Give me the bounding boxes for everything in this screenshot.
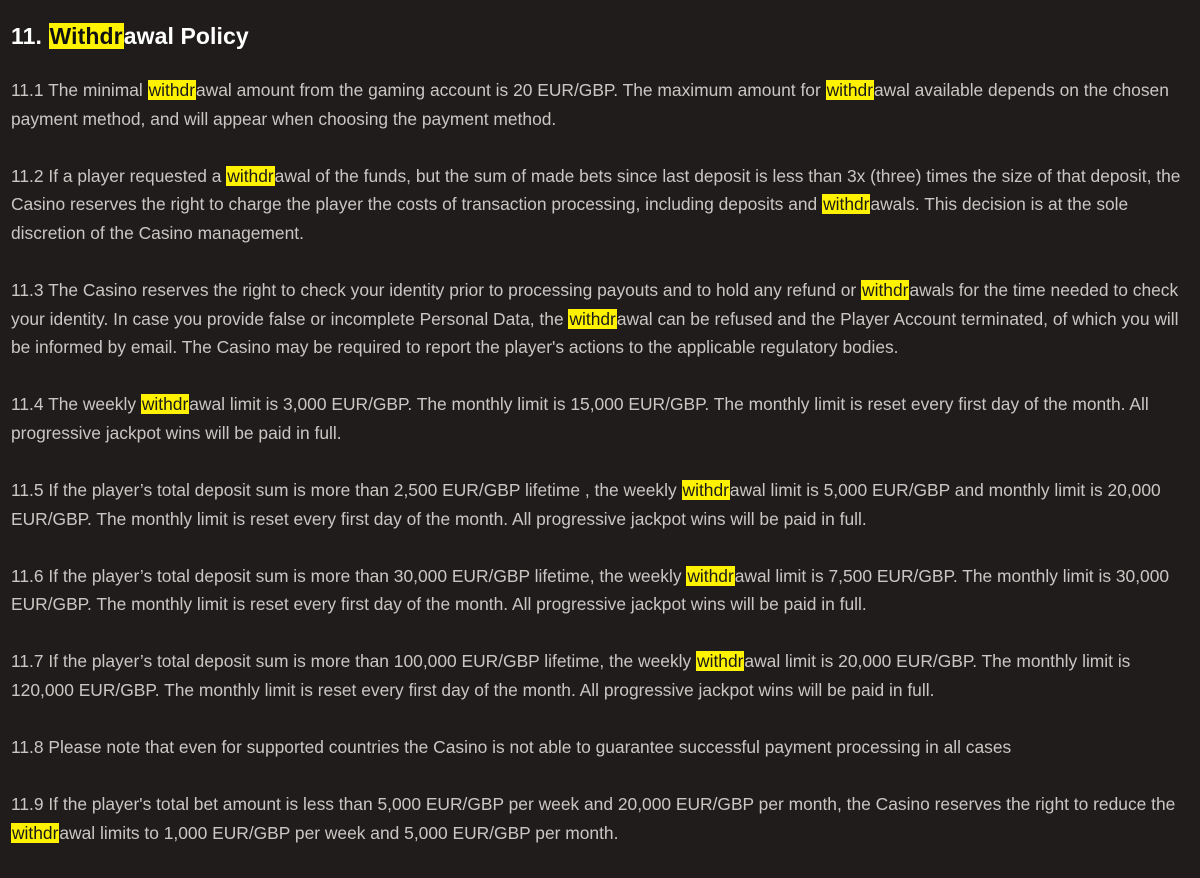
clause-11-8 <box>11 733 1186 762</box>
clause-text: 11.6 If the player’s total deposit sum is more than 30,000 EUR/GBP lifetime, the weekly <box>11 565 687 586</box>
clause-text: 11.1 The minimal <box>11 80 148 100</box>
clause-11-3 <box>11 276 1186 362</box>
clause-text: 11.2 If a player requested a <box>11 165 227 186</box>
clause-text: awal limit is 20,000 EUR/GBP. The monthly limit is 120,000 EUR/GBP. The monthly limit is reset every first day of the month. All progressive jackpot wins will be paid in full. <box>11 651 1131 700</box>
clause-text: awal can be refused and the Player Account terminated, of which you will be informed by email. The Casino may be required to report the player's actions to the applicable regulatory bodies. <box>11 308 1179 358</box>
clause-11-4 <box>11 390 1186 447</box>
search-highlight: withdr <box>826 80 873 100</box>
clause-11-6 <box>11 562 1186 619</box>
clause-11-7 <box>11 647 1186 704</box>
search-highlight: withdr <box>12 822 59 843</box>
clause-text: 11.8 Please note that even for supported countries the Casino is not able to guarantee successful payment processing in all cases <box>11 737 1012 757</box>
search-highlight: withdr <box>862 279 909 300</box>
clause-text: awals for the time needed to check your identity. In case you provide false or incomplete Personal Data, the <box>11 279 1179 329</box>
clause-text: awals. This decision is at the sole discretion of the Casino management. <box>11 194 1129 243</box>
clause-11-1 <box>11 76 1186 133</box>
title-rest: awal Policy <box>123 23 249 49</box>
search-highlight: withdr <box>227 165 274 186</box>
search-highlight: withdr <box>141 394 189 415</box>
clause-text: awal limit is 5,000 EUR/GBP and monthly limit is 20,000 EUR/GBP. The monthly limit is reset every first day of the month. All progressive jackpot wins will be paid in full. <box>11 479 1161 529</box>
title-number: 11. <box>11 23 49 49</box>
clause-11-9 <box>11 790 1186 847</box>
clause-11-2 <box>11 162 1186 248</box>
clause-text: awal limits to 1,000 EUR/GBP per week and 5,000 EUR/GBP per month. <box>59 822 619 843</box>
clause-11-5 <box>11 476 1186 533</box>
clause-text: 11.5 If the player’s total deposit sum is more than 2,500 EUR/GBP lifetime , the weekly <box>11 479 682 500</box>
clause-text: 11.9 If the player's total bet amount is less than 5,000 EUR/GBP per week and 20,000 EUR/GBP per month, the Casino reserves the right to reduce the <box>11 794 1176 815</box>
search-highlight: withdr <box>697 651 744 672</box>
search-highlight: withdr <box>148 80 196 100</box>
clause-text: 11.3 The Casino reserves the right to check your identity prior to processing payouts and to hold any refund or <box>11 279 862 300</box>
clause-text: awal limit is 3,000 EUR/GBP. The monthly limit is 15,000 EUR/GBP. The monthly limit is reset every first day of the month. All progressive jackpot wins will be paid in full. <box>11 394 1149 443</box>
clause-text: awal limit is 7,500 EUR/GBP. The monthly limit is 30,000 EUR/GBP. The monthly limit is reset every first day of the month. All progressive jackpot wins will be paid in full. <box>11 565 1170 615</box>
clause-text: awal amount from the gaming account is 20 EUR/GBP. The maximum amount for <box>196 80 826 100</box>
clause-text: awal available depends on the chosen payment method, and will appear when choosing the payment method. <box>11 80 1169 129</box>
clause-text: 11.7 If the player’s total deposit sum is more than 100,000 EUR/GBP lifetime, the weekly <box>11 651 697 672</box>
search-highlight: withdr <box>823 194 870 215</box>
search-highlight: withdr <box>687 565 734 586</box>
clause-text: 11.4 The weekly <box>11 394 141 415</box>
section-title <box>11 20 1186 52</box>
search-highlight: withdr <box>569 308 616 329</box>
clause-text: awal of the funds, but the sum of made bets since last deposit is less than 3x (three) times the size of that deposit, the Casino reserves the right to charge the player the costs of transaction processing, including deposits and <box>11 165 1181 215</box>
search-highlight: Withdr <box>49 23 123 49</box>
search-highlight: withdr <box>682 479 729 500</box>
